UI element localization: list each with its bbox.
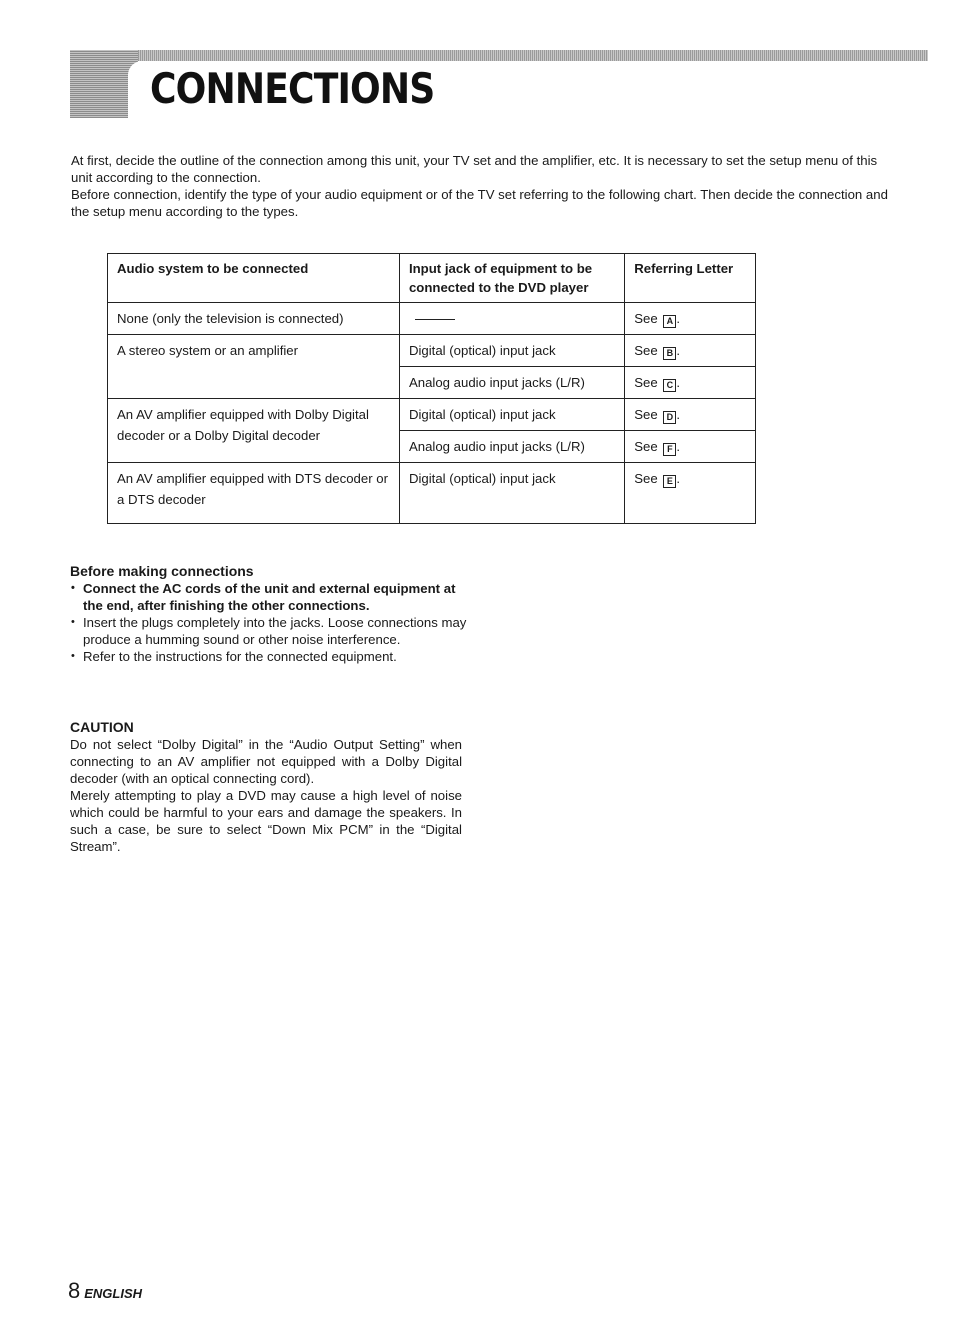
caution-paragraph-1: Do not select “Dolby Digital” in the “Audio Output Setting” when connecting to an AV amplifier not equipped with a Dolby Digital decoder (with an optical connecting cord). [70,737,462,786]
cell-system: An AV amplifier equipped with Dolby Digital decoder or a Dolby Digital decoder [108,399,400,463]
cell-jack: Digital (optical) input jack [399,335,624,367]
page-number: 8 [68,1278,81,1303]
cell-letter: See D . [625,399,756,431]
table-row [108,463,756,524]
cell-jack [399,303,624,335]
language-label: ENGLISH [84,1286,143,1301]
letter-box: E [663,475,676,488]
letter-box: A [663,315,676,328]
cell-letter: See B . [625,335,756,367]
cell-letter: See A . [625,303,756,335]
before-connections-list [70,580,470,665]
table-row [108,335,756,367]
caution-section [70,718,462,855]
intro-text [71,152,891,220]
dash-line [415,319,455,320]
page-footer [68,1278,142,1307]
table-row [108,399,756,431]
list-item: • Connect the AC cords of the unit and external equipment at the end, after finishing the other connections. [70,580,470,614]
before-connections-heading: Before making connections [70,563,254,579]
cell-letter: See C . [625,367,756,399]
intro-paragraph-2: Before connection, identify the type of your audio equipment or of the TV set referring to the following chart. Then decide the connection and the setup menu according to the types. [71,187,888,219]
caution-paragraph-2: Merely attempting to play a DVD may cause a high level of noise which could be harmful to your ears and damage the speakers. In such a case, be sure to select “Down Mix PCM” in the “Digital Stream”. [70,788,462,854]
cell-system: An AV amplifier equipped with DTS decoder or a DTS decoder [108,463,400,524]
before-connections-section [70,562,470,665]
letter-box: C [663,379,676,392]
banner-stripe [70,50,928,61]
list-item: • Refer to the instructions for the connected equipment. [70,648,470,665]
caution-heading: CAUTION [70,719,134,735]
cell-letter: See E . [625,463,756,524]
intro-paragraph-1: At first, decide the outline of the connection among this unit, your TV set and the amplifier, etc. It is necessary to set the setup menu of this unit according to the connection. [71,153,878,185]
letter-box: D [663,411,676,424]
table-header-row [108,254,756,303]
cell-system: None (only the television is connected) [108,303,400,335]
letter-box: F [663,443,676,456]
header-input-jack: Input jack of equipment to be connected to the DVD player [399,254,624,303]
cell-jack: Digital (optical) input jack [399,399,624,431]
cell-letter: See F . [625,431,756,463]
header-audio-system: Audio system to be connected [108,254,400,303]
header-referring-letter: Referring Letter [625,254,756,303]
cell-system: A stereo system or an amplifier [108,335,400,399]
cell-jack: Analog audio input jacks (L/R) [399,367,624,399]
table-row [108,303,756,335]
list-item: • Insert the plugs completely into the jacks. Loose connections may produce a humming sound or other noise interference. [70,614,470,648]
cell-jack: Digital (optical) input jack [399,463,624,524]
banner-cut [128,61,142,118]
page-title: CONNECTIONS [150,64,435,113]
letter-box: B [663,347,676,360]
cell-jack: Analog audio input jacks (L/R) [399,431,624,463]
connection-chart [107,253,756,524]
title-banner [70,50,928,118]
